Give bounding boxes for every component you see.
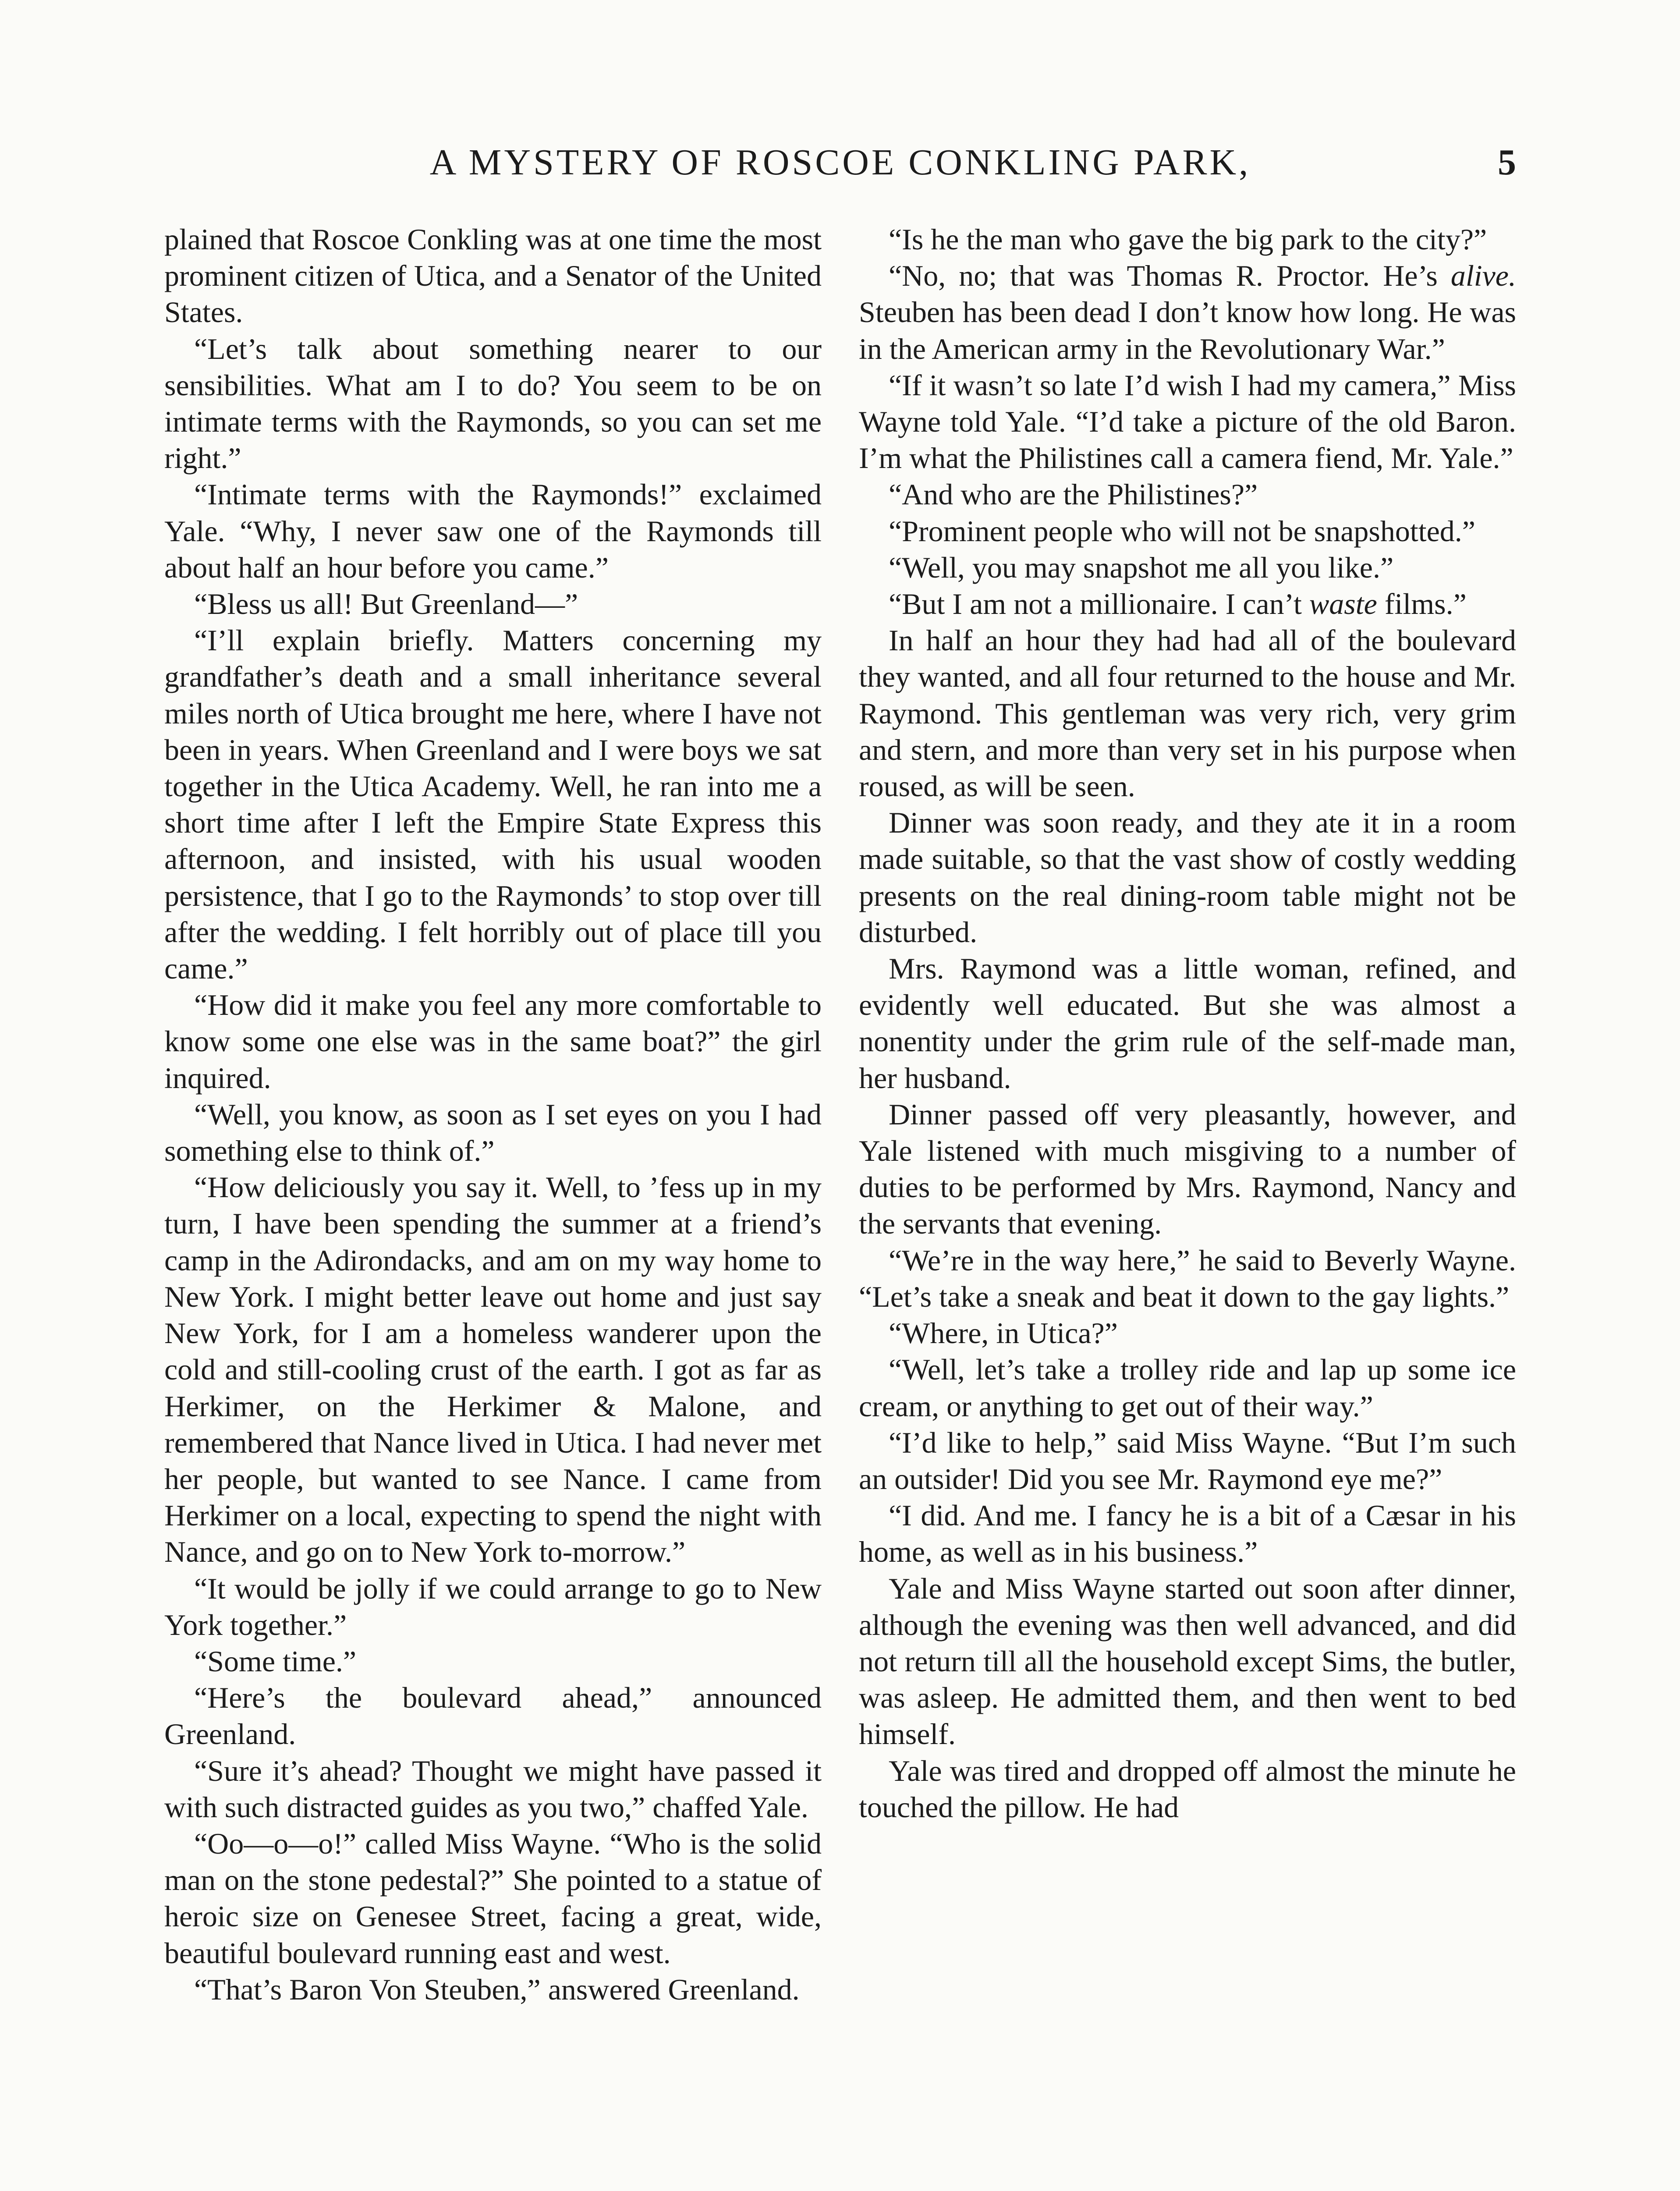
paragraph [859,258,1516,367]
italic-word: waste [1309,587,1377,621]
paragraph: Yale and Miss Wayne started out soon after dinner, although the evening was then well advanced, and did not return till all the household except Sims, the butler, was asleep. He admitted them, and then went to bed himself. [859,1571,1516,1751]
paragraph: “I’d like to help,” said Miss Wayne. “But I’m such an outsider! Did you see Mr. Raymond eye me?” [859,1425,1516,1496]
paragraph: “It would be jolly if we could arrange to go to New York together.” [164,1571,822,1641]
paragraph: “Well, you may snapshot me all you like.” [889,550,1394,584]
paragraph: “I’ll explain briefly. Matters concerning my grandfather’s death and a small inheritance several miles north of Utica brought me here, where I have not been in years. When Greenland and I were boys we sat together in the Utica Academy. Well, he ran into me a short time after I left the Empire State Express this afternoon, and insisted, with his usual wooden persistence, that I go to the Raymonds’ to stop over till after the wedding. I felt horribly out of place till you came.” [164,624,822,986]
paragraph: In half an hour they had had all of the boulevard they wanted, and all four returned to the house and Mr. Raymond. This gentleman was very rich, very grim and stern, and more than very set in his purpose when roused, as will be seen. [859,624,1516,803]
text-span: “But I am not a millionaire. I can’t [889,587,1309,621]
paragraph: “We’re in the way here,” he said to Beverly Wayne. “Let’s take a sneak and beat it down to the gay lights.” [859,1243,1516,1313]
paragraph: “Here’s the boulevard ahead,” announced Greenland. [164,1681,822,1751]
paragraph: plained that Roscoe Conkling was at one time the most prominent citizen of Utica, and a Senator of the United States. [164,223,822,329]
paragraph: “Where, in Utica?” [889,1316,1118,1350]
paragraph: “Well, let’s take a trolley ride and lap up some ice cream, or anything to get out of their way.” [859,1353,1516,1423]
paragraph: “Bless us all! But Greenland—” [194,587,578,621]
right-text-column [859,221,1516,1826]
running-head: A MYSTERY OF ROSCOE CONKLING PARK, [429,142,1251,183]
paragraph: “Oo—o—o!” called Miss Wayne. “Who is the solid man on the stone pedestal?” She pointed to a statue of heroic size on Genesee Street, facing a great, wide, beautiful boulevard running east and west. [164,1826,822,1970]
paragraph: “Sure it’s ahead? Thought we might have passed it with such distracted guides as you two,” chaffed Yale. [164,1754,822,1824]
text-span: films.” [1377,587,1467,621]
paragraph: “And who are the Philistines?” [889,478,1258,511]
paragraph: “Is he the man who gave the big park to the city?” [889,223,1487,256]
paragraph: Dinner was soon ready, and they ate it in a room made suitable, so that the vast show of costly wedding presents on the real dining-room table might not be disturbed. [859,806,1516,949]
paragraph: “Prominent people who will not be snapshotted.” [889,514,1475,548]
italic-word: alive. [1450,259,1516,293]
paragraph: “I did. And me. I fancy he is a bit of a Cæsar in his home, as well as in his business.” [859,1499,1516,1569]
page-header [164,138,1516,187]
paragraph: “Intimate terms with the Raymonds!” exclaimed Yale. “Why, I never saw one of the Raymonds till about half an hour before you came.” [164,478,822,584]
paragraph: Dinner passed off very pleasantly, however, and Yale listened with much misgiving to a number of duties to be performed by Mrs. Raymond, Nancy and the servants that evening. [859,1097,1516,1241]
paragraph: “That’s Baron Von Steuben,” answered Greenland. [194,1972,800,2006]
paragraph: Yale was tired and dropped off almost the minute he touched the pillow. He had [859,1754,1516,1824]
paragraph: “If it wasn’t so late I’d wish I had my camera,” Miss Wayne told Yale. “I’d take a picture of the old Baron. I’m what the Philistines call a camera fiend, Mr. Yale.” [859,368,1516,475]
paragraph: “Well, you know, as soon as I set eyes on you I had something else to think of.” [164,1097,822,1168]
paragraph: “Let’s talk about something nearer to our sensibilities. What am I to do? You seem to be on intimate terms with the Raymonds, so you can set me right.” [164,332,822,475]
paragraph: Mrs. Raymond was a little woman, refined, and evidently well educated. But she was almost a nonentity under the grim rule of the self-made man, her husband. [859,952,1516,1095]
left-text-column [164,221,822,2008]
text-span: Steuben has been dead I don’t know how long. He was in the American army in the Revolutionary War.” [859,295,1516,365]
paragraph [859,586,1516,622]
paragraph: “How did it make you feel any more comfortable to know some one else was in the same boat?” the girl inquired. [164,988,822,1095]
paragraph: “How deliciously you say it. Well, to ’fess up in my turn, I have been spending the summer at a friend’s camp in the Adirondacks, and am on my way home to New York. I might better leave out home and just say New York, for I am a homeless wanderer upon the cold and still-cooling crust of the earth. I got as far as Herkimer, on the Herkimer & Malone, and remembered that Nance lived in Utica. I had never met her people, but wanted to see Nance. I came from Herkimer on a local, expecting to spend the night with Nance, and go on to New York to-morrow.” [164,1170,822,1569]
paragraph: “Some time.” [194,1644,357,1678]
page-number: 5 [1498,142,1516,183]
text-span: “No, no; that was Thomas R. Proctor. He’s [889,259,1451,293]
